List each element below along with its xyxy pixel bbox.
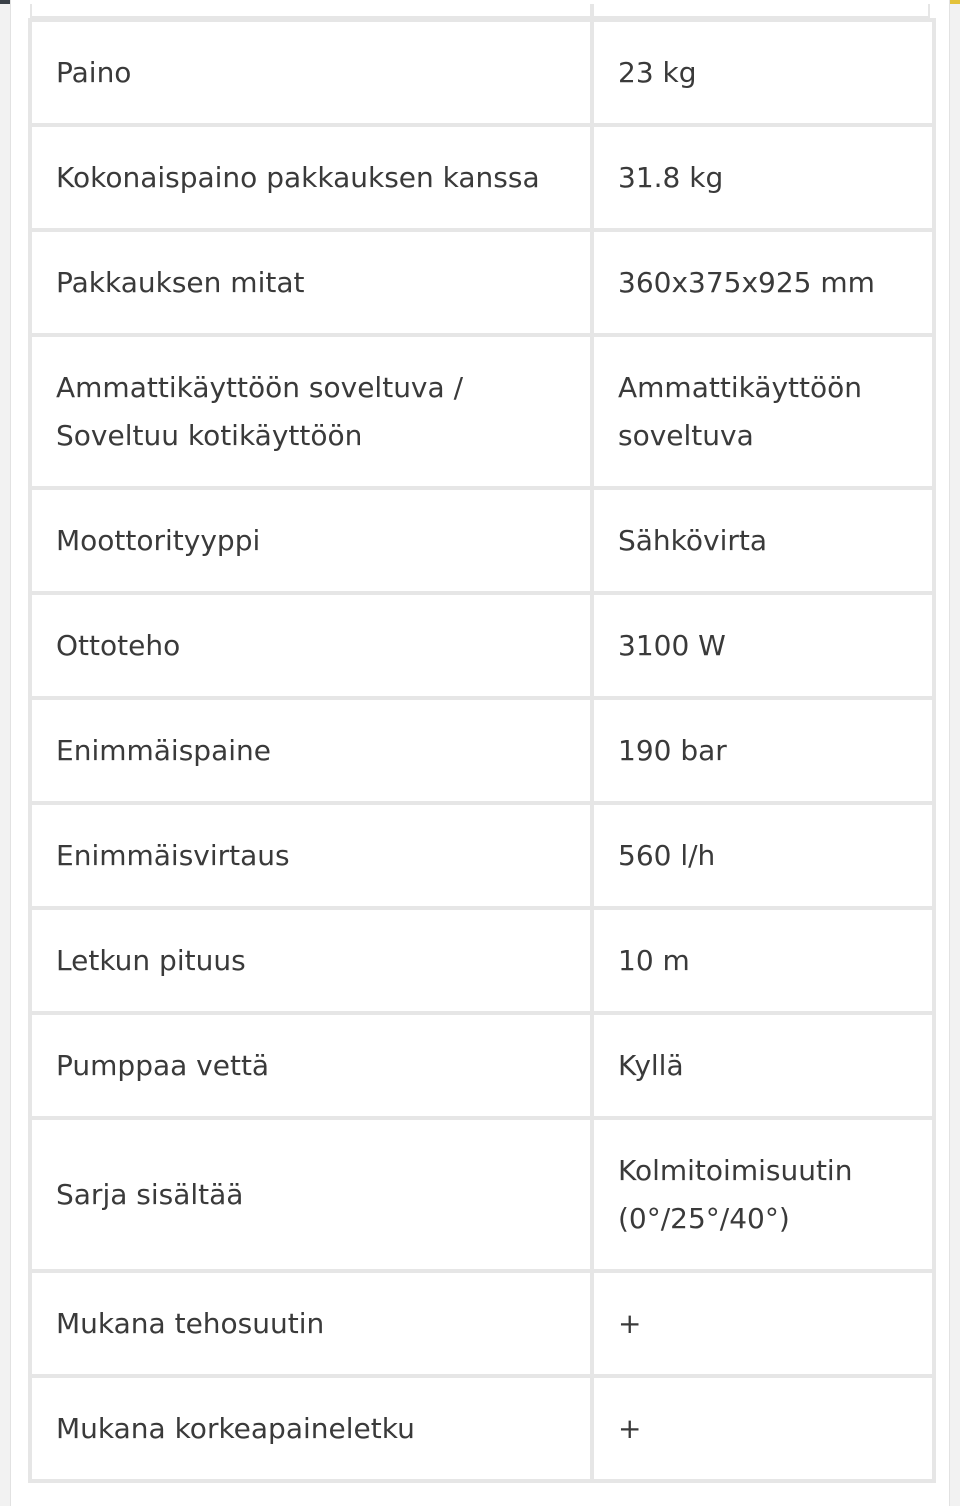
- spec-value: Sähkövirta: [594, 490, 932, 591]
- spec-label: Enimmäispaine: [32, 700, 590, 801]
- spec-row: [32, 232, 932, 333]
- spec-value: 190 bar: [594, 700, 932, 801]
- spec-label: Paino: [32, 22, 590, 123]
- previous-row-fragment: [30, 4, 930, 18]
- spec-row: [32, 700, 932, 801]
- spec-value: +: [594, 1378, 932, 1479]
- spec-value: 560 l/h: [594, 805, 932, 906]
- spec-label: Letkun pituus: [32, 910, 590, 1011]
- spec-row: [32, 1120, 932, 1269]
- spec-row: [32, 490, 932, 591]
- spec-row: [32, 1378, 932, 1479]
- spec-label: Ammattikäyttöön soveltuva / Soveltuu kotikäyttöön: [32, 337, 590, 486]
- spec-row: [32, 1273, 932, 1374]
- spec-value: Kyllä: [594, 1015, 932, 1116]
- spec-label: Pumppaa vettä: [32, 1015, 590, 1116]
- spec-value: 360x375x925 mm: [594, 232, 932, 333]
- spec-value: 10 m: [594, 910, 932, 1011]
- spec-row: [32, 805, 932, 906]
- spec-row: [32, 910, 932, 1011]
- spec-label: Mukana tehosuutin: [32, 1273, 590, 1374]
- spec-label: Kokonaispaino pakkauksen kanssa: [32, 127, 590, 228]
- spec-row: [32, 1015, 932, 1116]
- spec-row: [32, 337, 932, 486]
- spec-label: Ottoteho: [32, 595, 590, 696]
- spec-label: Enimmäisvirtaus: [32, 805, 590, 906]
- spec-value: 3100 W: [594, 595, 932, 696]
- previous-row-divider: [590, 4, 594, 16]
- spec-value: 31.8 kg: [594, 127, 932, 228]
- spec-value: Kolmitoimisuutin (0°/25°/40°): [594, 1120, 932, 1269]
- spec-row: [32, 22, 932, 123]
- spec-value: +: [594, 1273, 932, 1374]
- specifications-table: [28, 18, 936, 1483]
- spec-label: Mukana korkeapaineletku: [32, 1378, 590, 1479]
- spec-row: [32, 127, 932, 228]
- spec-label: Pakkauksen mitat: [32, 232, 590, 333]
- spec-value: Ammattikäyttöön soveltuva: [594, 337, 932, 486]
- spec-value: 23 kg: [594, 22, 932, 123]
- spec-label: Sarja sisältää: [32, 1120, 590, 1269]
- spec-row: [32, 595, 932, 696]
- spec-label: Moottorityyppi: [32, 490, 590, 591]
